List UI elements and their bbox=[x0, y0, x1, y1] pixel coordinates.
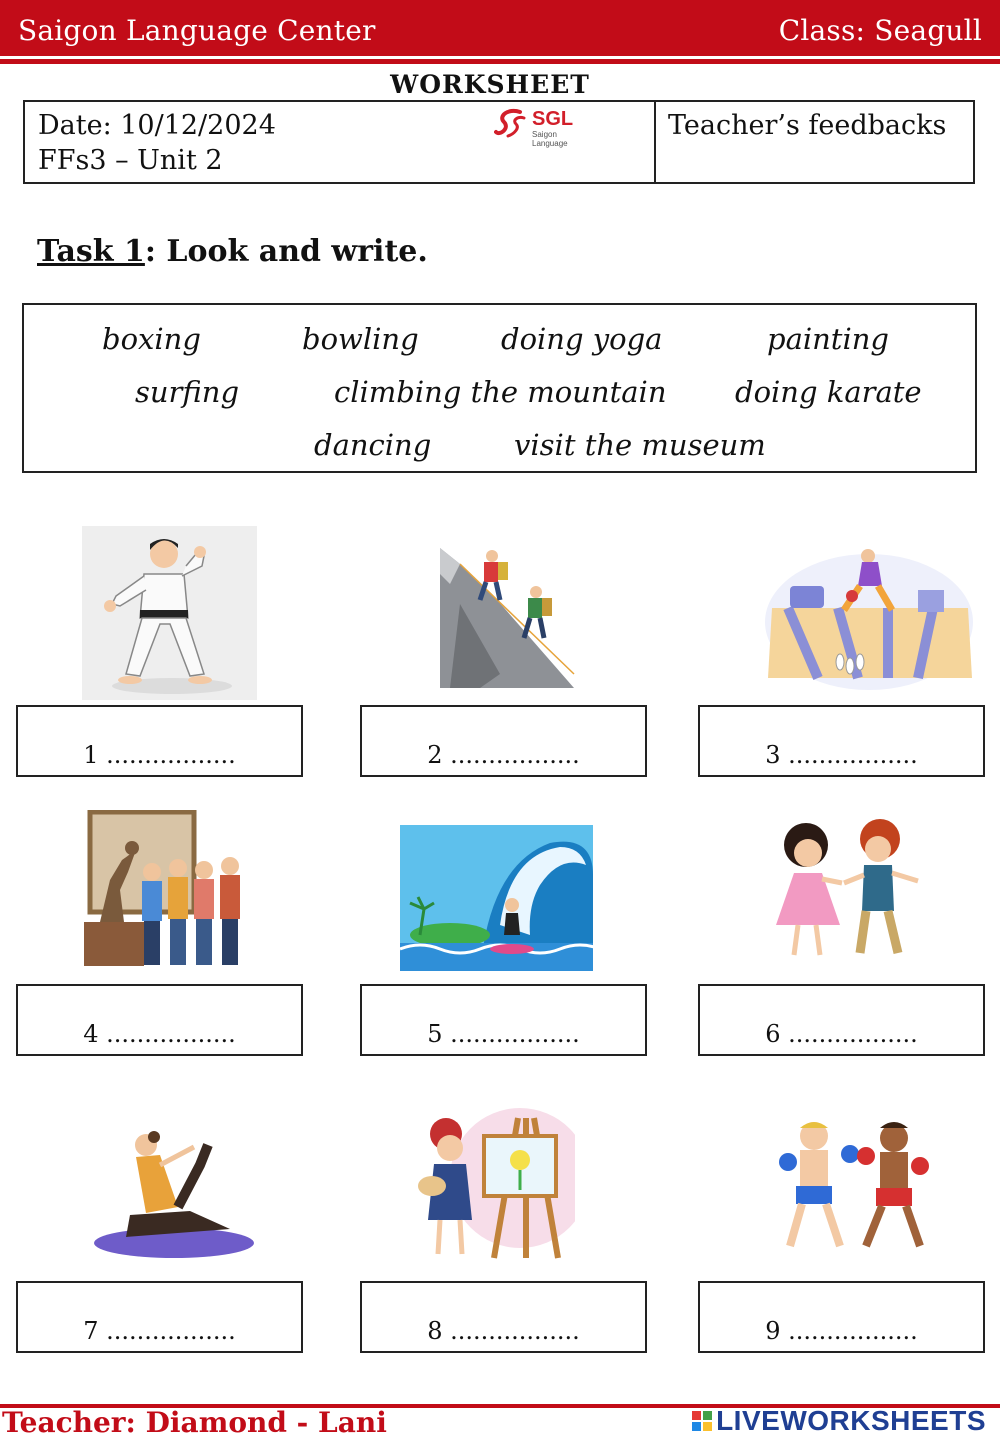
answer-box-2[interactable] bbox=[360, 705, 647, 777]
answer-box-1[interactable] bbox=[16, 705, 303, 777]
task-title bbox=[37, 234, 428, 269]
answer-label: 2 ................. bbox=[427, 741, 580, 769]
liveworksheets-grid-icon bbox=[692, 1411, 712, 1431]
word-bank-item: dancing bbox=[314, 428, 432, 462]
answer-box-9[interactable] bbox=[698, 1281, 985, 1353]
answer-label: 9 ................. bbox=[765, 1317, 918, 1345]
karate-icon bbox=[82, 526, 257, 700]
task-label: Task 1 bbox=[37, 234, 145, 269]
surfing-icon bbox=[400, 825, 593, 971]
word-bank-item: doing yoga bbox=[501, 322, 663, 356]
word-bank-item: boxing bbox=[102, 322, 201, 356]
answer-label: 4 ................. bbox=[83, 1020, 236, 1048]
answer-box-6[interactable] bbox=[698, 984, 985, 1056]
bowling-icon bbox=[758, 530, 980, 690]
answer-label: 1 ................. bbox=[83, 741, 236, 769]
word-bank-item: painting bbox=[767, 322, 889, 356]
answer-label: 5 ................. bbox=[427, 1020, 580, 1048]
liveworksheets-logo[interactable] bbox=[692, 1406, 986, 1436]
answer-label: 3 ................. bbox=[765, 741, 918, 769]
sgl-swirl-icon bbox=[494, 106, 528, 140]
answer-box-7[interactable] bbox=[16, 1281, 303, 1353]
answer-label: 6 ................. bbox=[765, 1020, 918, 1048]
answer-label: 8 ................. bbox=[427, 1317, 580, 1345]
word-bank-item: doing karate bbox=[735, 375, 922, 409]
answer-box-3[interactable] bbox=[698, 705, 985, 777]
header-divider bbox=[0, 59, 1000, 64]
class-label: Class: Seagull bbox=[778, 14, 982, 47]
unit-text: FFs3 – Unit 2 bbox=[38, 145, 223, 176]
word-bank-item: visit the museum bbox=[514, 428, 766, 462]
liveworksheets-text: LIVEWORKSHEETS bbox=[716, 1405, 986, 1436]
answer-box-5[interactable] bbox=[360, 984, 647, 1056]
answer-label: 7 ................. bbox=[83, 1317, 236, 1345]
answer-box-4[interactable] bbox=[16, 984, 303, 1056]
worksheet-title: WORKSHEET bbox=[390, 70, 590, 99]
school-name: Saigon Language Center bbox=[18, 14, 376, 47]
info-table-divider bbox=[654, 100, 656, 184]
task-instruction: : Look and write. bbox=[144, 234, 428, 269]
teacher-feedback-label: Teacher’s feedbacks bbox=[668, 110, 947, 141]
mountain-climbing-icon bbox=[440, 544, 578, 688]
logo-subtext: Saigon Language bbox=[532, 130, 568, 148]
word-bank-item: surfing bbox=[135, 375, 240, 409]
word-bank-item: climbing the mountain bbox=[334, 375, 667, 409]
date-text: Date: 10/12/2024 bbox=[38, 110, 276, 141]
dancing-icon bbox=[768, 815, 926, 969]
museum-icon bbox=[80, 810, 252, 972]
answer-box-8[interactable] bbox=[360, 1281, 647, 1353]
teacher-name: Teacher: Diamond - Lani bbox=[2, 1406, 387, 1439]
painting-icon bbox=[410, 1108, 575, 1264]
yoga-icon bbox=[90, 1125, 255, 1260]
logo-text: SGL bbox=[532, 108, 574, 130]
sgl-logo bbox=[494, 104, 594, 148]
word-bank-item: bowling bbox=[302, 322, 419, 356]
boxing-icon bbox=[770, 1116, 938, 1254]
